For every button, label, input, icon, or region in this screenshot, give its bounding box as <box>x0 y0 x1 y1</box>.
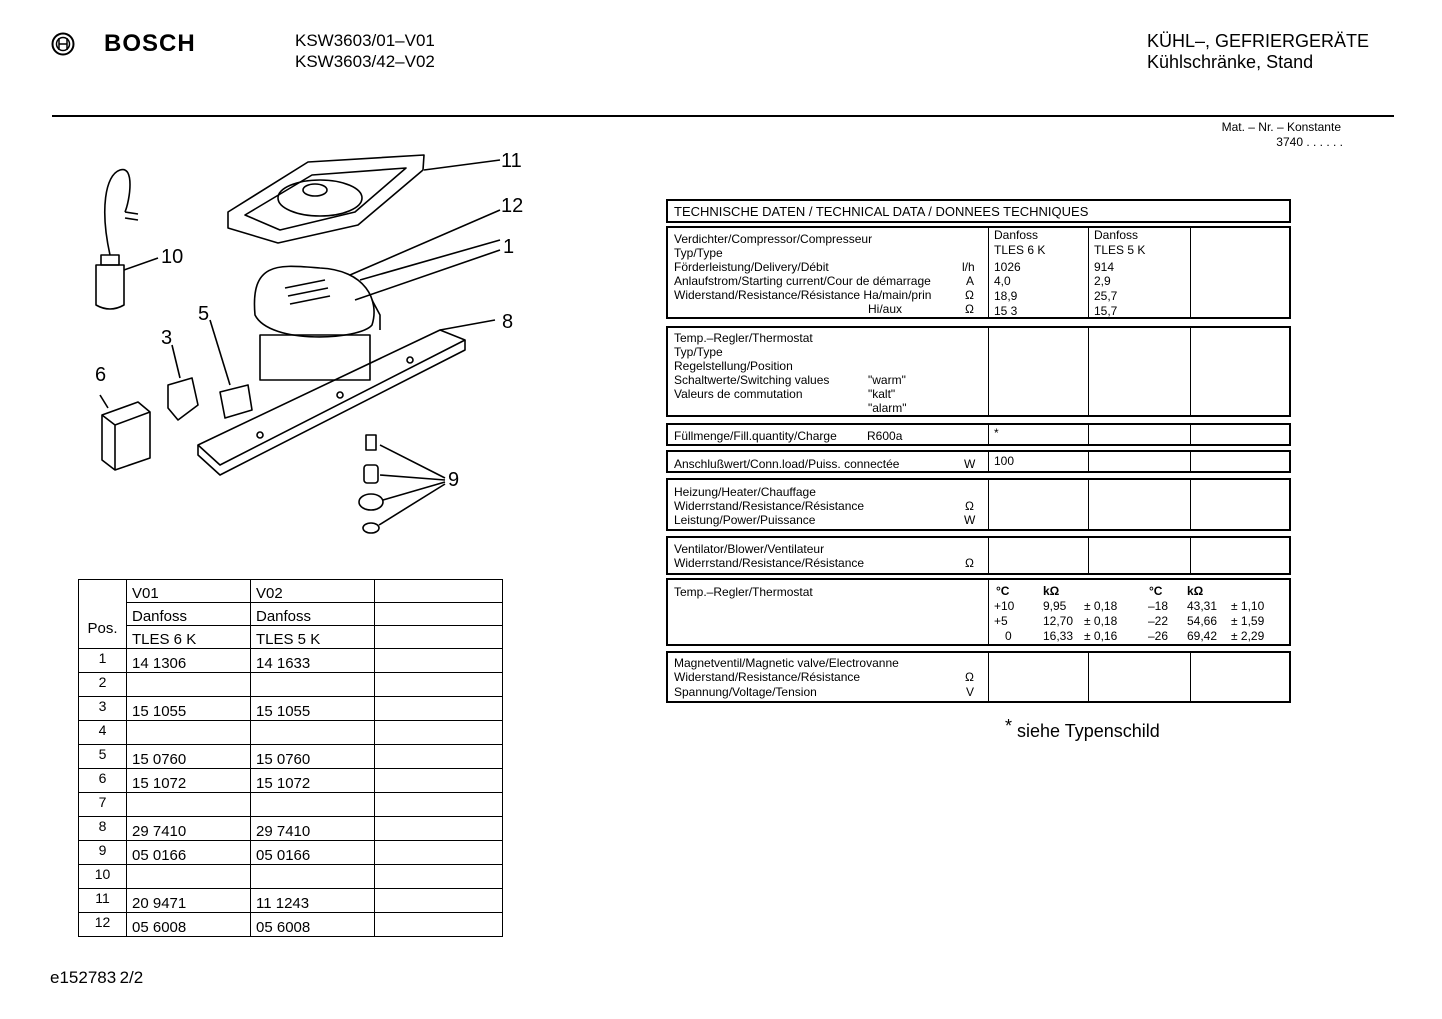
parts-row <box>79 721 503 745</box>
v01-part-number <box>127 721 251 745</box>
thermostat-label: Temp.–Regler/Thermostat <box>674 331 813 345</box>
blower-resistance-label: Widerrstand/Resistance/Résistance <box>674 556 865 570</box>
load-box <box>666 450 1291 473</box>
head-k2: kΩ <box>1187 584 1204 598</box>
c2-delivery: 914 <box>1094 260 1115 274</box>
label-5: 5 <box>198 303 210 325</box>
switching-label: Schaltwerte/Switching values <box>674 373 830 387</box>
parts-row <box>79 793 503 817</box>
v02-part-number: 15 1072 <box>251 769 375 793</box>
v02-part-number <box>251 721 375 745</box>
valve-voltage-label: Spannung/Voltage/Tension <box>674 685 817 699</box>
resistance-aux-label: Hi/aux <box>868 302 903 316</box>
heater-unit-ohm: Ω <box>965 499 974 513</box>
tol-2: ± 1,59 <box>1231 614 1265 628</box>
maker-v02: Danfoss <box>251 603 375 626</box>
kohm-2: 43,31 <box>1187 599 1218 613</box>
kohm-1: 16,33 <box>1043 629 1074 643</box>
label-6: 6 <box>95 364 107 386</box>
maker-v01: Danfoss <box>127 603 251 626</box>
compressor-part <box>254 210 500 380</box>
bosch-logo-icon <box>51 32 75 56</box>
c2-res-main: 25,7 <box>1094 289 1118 303</box>
c1-maker: Danfoss <box>994 228 1039 242</box>
valve-unit-v: V <box>966 685 975 699</box>
blower-box <box>666 536 1291 575</box>
v01-part-number: 15 0760 <box>127 745 251 769</box>
temp-c1: +10 <box>994 599 1015 613</box>
temp-c1: +5 <box>994 614 1008 628</box>
footnote-text: siehe Typenschild <box>1017 721 1160 741</box>
v02-part-number: 29 7410 <box>251 817 375 841</box>
valve-unit-ohm: Ω <box>965 670 974 684</box>
c1-type: TLES 6 K <box>994 243 1046 257</box>
temp-c1: 0 <box>1005 629 1012 643</box>
pos-cell: 3 <box>79 697 127 721</box>
pos-kalt: "kalt" <box>868 387 896 401</box>
head-c1: °C <box>996 584 1010 598</box>
position-label: Regelstellung/Position <box>674 359 793 373</box>
parts-row <box>79 889 503 913</box>
thermostat2-label: Temp.–Regler/Thermostat <box>674 585 813 599</box>
tech-title: TECHNISCHE DATEN / TECHNICAL DATA / DONNEES TECHNIQUES <box>674 204 1089 219</box>
v01-part-number: 05 6008 <box>127 913 251 937</box>
tol-2: ± 1,10 <box>1231 599 1265 613</box>
kohm-1: 9,95 <box>1043 599 1067 613</box>
v02-part-number <box>251 673 375 697</box>
pos-cell: 11 <box>79 889 127 913</box>
v02-part-number: 05 6008 <box>251 913 375 937</box>
label-9: 9 <box>448 469 460 491</box>
c2-current: 2,9 <box>1094 274 1111 288</box>
pos-alarm: "alarm" <box>868 401 907 415</box>
unit-res-main: Ω <box>965 288 974 302</box>
label-10: 10 <box>161 246 184 268</box>
capacitor-part <box>96 170 158 309</box>
tech-title-box <box>666 199 1291 223</box>
parts-row <box>79 697 503 721</box>
pos-warm: "warm" <box>868 373 906 387</box>
type-v02: TLES 5 K <box>251 626 375 649</box>
c2-res-aux: 15,7 <box>1094 304 1118 318</box>
v01-part-number: 15 1055 <box>127 697 251 721</box>
parts-row <box>79 769 503 793</box>
parts-row <box>79 841 503 865</box>
base-rail-part <box>198 320 495 475</box>
v01-part-number: 20 9471 <box>127 889 251 913</box>
valve-box <box>666 651 1291 703</box>
parts-row <box>79 745 503 769</box>
tol-1: ± 0,18 <box>1084 599 1118 613</box>
thermostat-box <box>666 326 1291 417</box>
header-rule <box>52 115 1394 117</box>
pos-cell: 7 <box>79 793 127 817</box>
load-unit: W <box>964 457 976 471</box>
fill-box <box>666 423 1291 446</box>
compressor-label: Verdichter/Compressor/Compresseur <box>674 232 873 246</box>
temp-c2: –18 <box>1148 599 1169 613</box>
commutation-label: Valeurs de commutation <box>674 387 803 401</box>
label-12: 12 <box>501 195 524 217</box>
subcategory-title: Kühlschränke, Stand <box>1147 52 1314 72</box>
v02-part-number <box>251 865 375 889</box>
pos-cell: 8 <box>79 817 127 841</box>
delivery-label: Förderleistung/Delivery/Débit <box>674 260 829 274</box>
starting-current-label: Anlaufstrom/Starting current/Cour de démarrage <box>674 274 931 288</box>
thermostat-resistance-box <box>666 578 1291 646</box>
v01-part-number: 15 1072 <box>127 769 251 793</box>
matnr-value: 3740 . . . . . . <box>1276 135 1343 149</box>
v01-part-number: 14 1306 <box>127 649 251 673</box>
v02-part-number: 14 1633 <box>251 649 375 673</box>
pos-cell: 9 <box>79 841 127 865</box>
relay-part <box>210 320 252 418</box>
type-label: Typ/Type <box>674 246 723 260</box>
category-title: KÜHL–, GEFRIERGERÄTE <box>1147 31 1370 51</box>
pos-cell: 12 <box>79 913 127 937</box>
temp-c2: –22 <box>1148 614 1169 628</box>
tol-1: ± 0,18 <box>1084 614 1118 628</box>
parts-row <box>79 673 503 697</box>
thermostat-type-label: Typ/Type <box>674 345 723 359</box>
variant-v01: V01 <box>127 580 251 603</box>
pos-cell: 5 <box>79 745 127 769</box>
pos-cell: 4 <box>79 721 127 745</box>
c2-maker: Danfoss <box>1094 228 1139 242</box>
footnote <box>1005 716 1160 742</box>
kohm-2: 69,42 <box>1187 629 1218 643</box>
refrigerant: R600a <box>867 429 903 443</box>
parts-row <box>79 649 503 673</box>
parts-table <box>78 579 503 937</box>
cover-part <box>100 395 150 470</box>
kohm-2: 54,66 <box>1187 614 1218 628</box>
model-number-1: KSW3603/01–V01 <box>295 31 435 50</box>
blower-unit: Ω <box>965 556 974 570</box>
pos-cell: 10 <box>79 865 127 889</box>
grommet-parts <box>359 435 445 533</box>
tol-2: ± 2,29 <box>1231 629 1265 643</box>
pos-cell: 6 <box>79 769 127 793</box>
heater-power-label: Leistung/Power/Puissance <box>674 513 816 527</box>
c1-current: 4,0 <box>994 274 1011 288</box>
c2-type: TLES 5 K <box>1094 243 1146 257</box>
kohm-1: 12,70 <box>1043 614 1074 628</box>
c1-res-aux: 15 3 <box>994 304 1018 318</box>
v02-part-number <box>251 793 375 817</box>
document-code: e152783 2/2 <box>50 968 144 987</box>
resistance-main-label: Widerstand/Resistance/Résistance Ha/main/prin <box>674 288 932 302</box>
load-label: Anschlußwert/Conn.load/Puiss. connectée <box>674 457 900 471</box>
v01-part-number: 05 0166 <box>127 841 251 865</box>
heater-unit-w: W <box>964 513 976 527</box>
fill-value: * <box>994 426 999 440</box>
label-1: 1 <box>503 236 515 258</box>
label-8: 8 <box>502 311 514 333</box>
unit-current: A <box>966 274 975 288</box>
compressor-box <box>666 226 1291 319</box>
v01-part-number <box>127 793 251 817</box>
load-value: 100 <box>994 454 1015 468</box>
v02-part-number: 15 0760 <box>251 745 375 769</box>
v01-part-number <box>127 673 251 697</box>
pos-header: Pos. <box>87 619 118 637</box>
parts-row <box>79 913 503 937</box>
matnr-label: Mat. – Nr. – Konstante <box>1221 120 1341 134</box>
head-c2: °C <box>1149 584 1163 598</box>
type-v01: TLES 6 K <box>127 626 251 649</box>
tol-1: ± 0,16 <box>1084 629 1118 643</box>
parts-row <box>79 817 503 841</box>
valve-resistance-label: Widerstand/Resistance/Résistance <box>674 670 861 684</box>
v02-part-number: 11 1243 <box>251 889 375 913</box>
label-3: 3 <box>161 327 173 349</box>
pos-cell: 2 <box>79 673 127 697</box>
c1-res-main: 18,9 <box>994 289 1018 303</box>
footnote-star: * <box>1005 716 1013 736</box>
v02-part-number: 15 1055 <box>251 697 375 721</box>
brand-name: BOSCH <box>104 30 196 57</box>
unit-delivery: l/h <box>962 260 975 274</box>
model-number-2: KSW3603/42–V02 <box>295 52 435 71</box>
heater-resistance-label: Widerrstand/Resistance/Résistance <box>674 499 865 513</box>
valve-label: Magnetventil/Magnetic valve/Electrovanne <box>674 656 899 670</box>
parts-row <box>79 865 503 889</box>
label-11: 11 <box>501 150 522 172</box>
v02-part-number: 05 0166 <box>251 841 375 865</box>
pos-cell: 1 <box>79 649 127 673</box>
variant-v02: V02 <box>251 580 375 603</box>
c1-delivery: 1026 <box>994 260 1021 274</box>
drip-tray-part <box>228 155 500 243</box>
blower-label: Ventilator/Blower/Ventilateur <box>674 542 825 556</box>
temp-c2: –26 <box>1148 629 1169 643</box>
exploded-parts-diagram <box>80 140 540 550</box>
v01-part-number: 29 7410 <box>127 817 251 841</box>
unit-res-aux: Ω <box>965 302 974 316</box>
heater-label: Heizung/Heater/Chauffage <box>674 485 816 499</box>
head-k1: kΩ <box>1043 584 1060 598</box>
fill-label: Füllmenge/Fill.quantity/Charge <box>674 429 837 443</box>
heater-box <box>666 478 1291 531</box>
v01-part-number <box>127 865 251 889</box>
overload-part <box>168 345 198 420</box>
